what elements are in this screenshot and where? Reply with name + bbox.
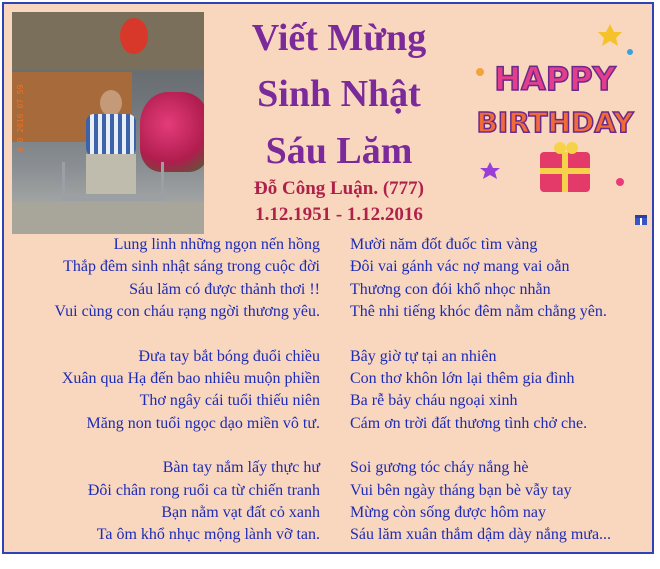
photo-man-pants [86,154,136,194]
poem-line: Bây giờ tự tại an nhiên [350,347,497,365]
photo-man [80,90,140,200]
poem-line: Vui cùng con cháu rạng ngời thương yêu. [54,303,320,321]
logo-word-birthday: BIRTHDAY [476,106,634,139]
photo-floor [12,202,204,234]
poem-line: Đôi vai gánh vác nợ mang vai oằn [350,258,570,276]
poem-line: Soi gương tóc cháy nắng hè [350,459,529,477]
photo-shop-upper [12,12,204,70]
poem-stanza [12,234,320,324]
photo-flowers [140,92,204,172]
poem-stanza [350,457,650,547]
logo-word-happy: HAPPY [494,60,616,98]
poem-line: Ba rễ bảy cháu ngoại xinh [350,392,518,410]
poem-right-column [350,234,650,569]
poem-line: Sáu lăm có được thảnh thơi !! [129,280,320,298]
birth-dates: 1.12.1951 - 1.12.2016 [255,204,423,225]
portrait-photo [12,12,204,234]
poem-stanza [350,234,650,324]
poem-line: Cám ơn trời đất thương tình chở che. [350,414,588,432]
poem-line: Xuân qua Hạ đến bao nhiêu muộn phiền [61,370,320,388]
poem-line: Thơ ngây cái tuổi thiếu niên [139,392,320,410]
birthday-cake-gift [540,142,590,192]
photo-man-head [100,90,122,116]
poem-line: Lung linh những ngọn nến hồng [113,236,320,253]
author-name: Đỗ Công Luận. (777) [254,178,424,199]
poem-stanza [350,346,650,436]
poem-line: Mừng còn sống được hôm nay [350,504,547,522]
poem-stanza [12,457,320,547]
poem-left-column [12,234,320,569]
photo-red-lantern [120,18,148,54]
poem-line: Sáu lăm xuân thắm dậm dày nắng mưa... [350,526,612,544]
photo-man-shirt [86,114,136,156]
poem-line: Bạn nằm vạt đất cỏ xanh [161,504,320,522]
title-line-3: Sáu Lăm [265,130,413,172]
poem-line: Ta ôm khổ nhục mộng lành vỡ tan. [96,526,320,544]
poem-line: Mười năm đốt đuốc tìm vàng [350,236,538,253]
poem-line: Măng non tuổi ngọc dạo miền vô tư. [86,414,320,432]
poem-line: Đôi chân rong ruổi ca từ chiến tranh [87,481,320,499]
gift-icon [634,212,648,226]
poem-line: Con thơ khôn lớn lại thêm gia đình [350,370,575,388]
poem-line: Vui bên ngày tháng bạn bè vẫy tay [350,481,572,499]
happy-birthday-graphic [460,12,650,212]
poem-line: Bàn tay nắm lấy thực hư [162,459,320,477]
poem-line: Thương con đói khổ nhọc nhằn [350,280,551,298]
poem-line: Thắp đêm sinh nhật sáng trong cuộc đời [63,258,320,276]
title-line-1: Viết Mừng [251,17,427,59]
poem-stanza [12,346,320,436]
title-line-2: Sinh Nhật [257,73,421,115]
poem-line: Thê nhi tiếng khóc đêm nằm chẳng yên. [350,303,607,321]
poem-line: Đưa tay bắt bóng đuổi chiều [138,347,320,365]
birthday-card [2,2,654,554]
photo-date-stamp: 0 0 2016 07 59 [16,84,25,152]
